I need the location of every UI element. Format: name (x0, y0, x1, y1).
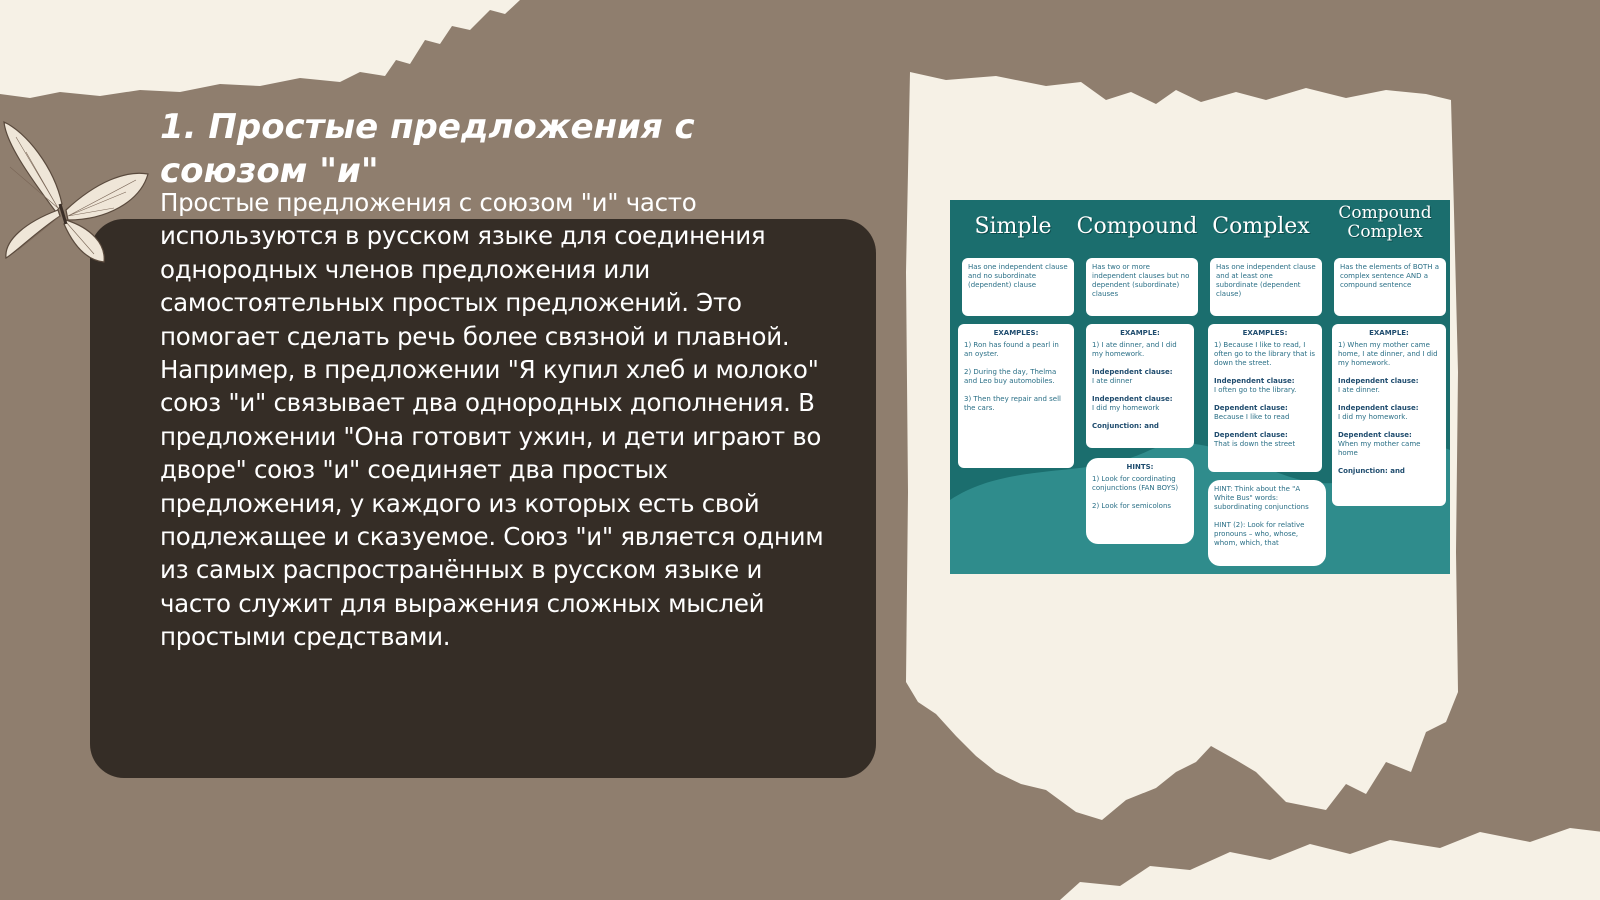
examples-compound-complex: EXAMPLE: 1) When my mother came home, I ate dinner, and I did my homework. Independent clause: I ate dinner. Independent clause: I did my homework. Dependent clause: When my mother came home Conjunction: and (1332, 324, 1446, 506)
definition-complex: Has one independent clause and at least one subordinate (dependent clause) (1210, 258, 1322, 316)
col-title-compound-complex: Compound Complex (1338, 203, 1432, 242)
examples-complex: EXAMPLES: 1) Because I like to read, I often go to the library that is down the street. Independent clause: I often go to the library. Dependent clause: Because I like to read Dependent clause: That is down the street (1208, 324, 1322, 472)
col-title-complex: Complex (1212, 214, 1310, 239)
col-title-compound: Compound (1076, 214, 1198, 239)
examples-compound: EXAMPLE: 1) I ate dinner, and I did my homework. Independent clause: I ate dinner Independent clause: I did my homework Conjunction: and (1086, 324, 1194, 448)
slide-title: 1. Простые предложения с союзом "и" (160, 107, 695, 191)
hints-compound: HINTS: 1) Look for coordinating conjunctions (FAN BOYS) 2) Look for semicolons (1086, 458, 1194, 544)
definition-compound-complex: Has the elements of BOTH a complex sentence AND a compound sentence (1334, 258, 1446, 316)
torn-paper-top-left (0, 0, 560, 110)
slide-body-text: Простые предложения с союзом "и" часто используются в русском языке для соединения однородных членов предложения или самостоятельных простых предложений. Это помогает сделать речь более связной и плавной. Например, в предложении "Я купил хлеб и молоко" союз "и" связывает два однородных дополнения. В предложении "Она готовит ужин, и дети играют во дворе" союз "и" соединяет два простых предложения, у каждого из которых есть свой подлежащее и сказуемое. Союз "и" является одним из самых распространённых в русском языке и часто служит для выражения сложных мыслей простыми средствами. (160, 188, 824, 652)
butterfly-icon (0, 112, 156, 272)
definition-compound: Has two or more independent clauses but no dependent (subordinate) clauses (1086, 258, 1198, 316)
col-title-simple: Simple (974, 214, 1052, 239)
examples-simple: EXAMPLES: 1) Ron has found a pearl in an oyster. 2) During the day, Thelma and Leo buy automobiles. 3) Then they repair and sell the cars. (958, 324, 1074, 468)
definition-simple: Has one independent clause and no subordinate (dependent) clause (962, 258, 1074, 316)
sentence-types-illustration (950, 200, 1450, 574)
hints-complex: HINT: Think about the "A White Bus" words: subordinating conjunctions HINT (2): Look for relative pronouns – who, whose, whom, which, that (1208, 480, 1326, 566)
